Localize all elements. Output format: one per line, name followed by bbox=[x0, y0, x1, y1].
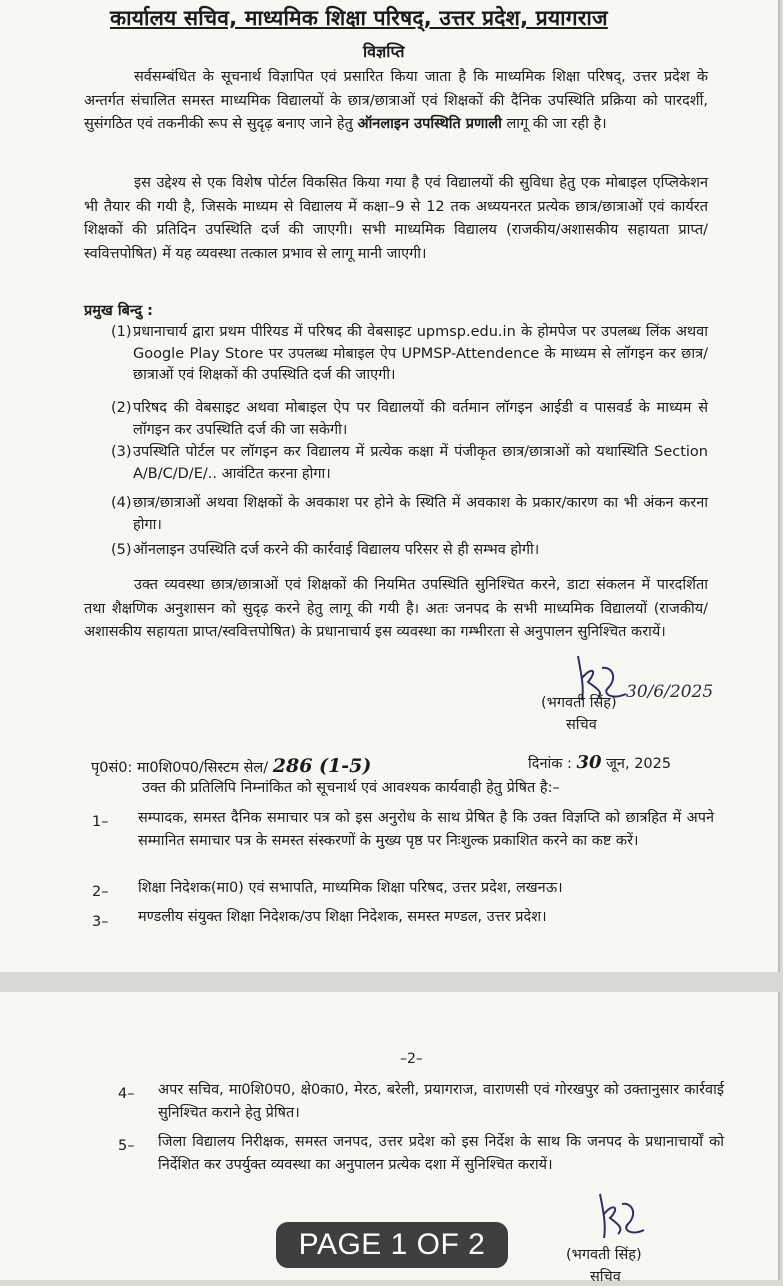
point-text: परिषद की वेबसाइट अथवा मोबाइल ऐप पर विद्यालयों की वर्तमान लॉगइन आईडी व पासवर्ड के माध्यम से लॉगइन कर उपस्थिति दर्ज की जा सकेगी। bbox=[133, 400, 708, 438]
date-month-year: जून, 2025 bbox=[606, 756, 672, 772]
cc-number: 5– bbox=[118, 1138, 135, 1154]
signatory-name-page2: (भगवती सिंह) bbox=[566, 1247, 642, 1263]
date-day: 30 bbox=[576, 752, 602, 773]
point-number: (5) bbox=[111, 542, 132, 558]
key-point bbox=[111, 540, 708, 562]
intro-paragraph bbox=[84, 66, 708, 137]
reference-line bbox=[91, 755, 371, 777]
handwritten-signature bbox=[592, 1188, 648, 1244]
reference-number: 286 (1-5) bbox=[272, 755, 372, 777]
point-number: (3) bbox=[111, 444, 132, 460]
reference-label: पृ0सं0: मा0शि0प0/सिस्टम सेल/ bbox=[91, 760, 269, 776]
key-points-heading: प्रमुख बिन्दु : bbox=[84, 303, 153, 319]
signatory-name: (भगवती सिंह) bbox=[541, 695, 617, 711]
cc-item: सम्पादक, समस्त दैनिक समाचार पत्र को इस अनुरोध के साथ प्रेषित है कि उक्त विज्ञप्ति को छात्रहित में अपने सम्मानित समाचार पत्र के समस्त संस्करणों के मुख्य पृष्ठ पर निःशुल्क प्रकाशित करने का कष्ट करें। bbox=[138, 810, 714, 849]
intro-highlight: ऑनलाइन उपस्थिति प्रणाली bbox=[357, 116, 502, 132]
cc-number: 2– bbox=[92, 884, 109, 900]
point-text: प्रधानाचार्य द्वारा प्रथम पीरियड में परिषद की वेबसाइट upmsp.edu.in के होमपेज पर उपलब्ध लिंक अथवा Google Play Store पर उपलब्ध मोबाइल ऐप UPMSP-Attendence के माध्यम से लॉगइन कर छात्र/छात्राओं एवं शिक्षकों की उपस्थिति दर्ज की जाएगी। bbox=[133, 324, 708, 383]
date-label: दिनांक : bbox=[528, 756, 572, 772]
notice-title: विज्ञप्ति bbox=[363, 42, 405, 61]
cc-item: मण्डलीय संयुक्त शिक्षा निदेशक/उप शिक्षा निदेशक, समस्त मण्डल, उत्तर प्रदेश। bbox=[138, 909, 547, 925]
cc-item: जिला विद्यालय निरीक्षक, समस्त जनपद, उत्तर प्रदेश को इस निर्देश के साथ कि जनपद के प्रधानाचार्यों को निर्देशित कर उपर्युक्त व्यवस्था का अनुपालन प्रत्येक दशा में सुनिश्चित करायें। bbox=[158, 1134, 724, 1173]
key-point bbox=[111, 398, 708, 441]
signature-date: 30/6/2025 bbox=[626, 682, 714, 702]
intro-text: सर्वसम्बंधित के सूचनार्थ विज्ञापित एवं प्रसारित किया जाता है कि माध्यमिक शिक्षा परिषद्, उत्तर प्रदेश के अन्तर्गत संचालित समस्त माध्यमिक विद्यालयों के छात्र/छात्राओं एवं शिक्षकों की दैनिक उपस्थिति प्रक्रिया को पारदर्शी, सुसंगठित एवं तकनीकी रूप से सुदृढ़ बनाए जाने हेतु bbox=[84, 69, 708, 132]
cc-number: 1– bbox=[92, 814, 109, 830]
point-text: छात्र/छात्राओं अथवा शिक्षकों के अवकाश पर होने के स्थिति में अवकाश के प्रकार/कारण का भी अंकन करना होगा। bbox=[133, 495, 708, 533]
point-text: उपस्थिति पोर्टल पर लॉगइन कर विद्यालय में प्रत्येक कक्षा में पंजीकृत छात्र/छात्राओं को यथास्थिति Section A/B/C/D/E/.. आवंटित करना होगा। bbox=[133, 444, 708, 482]
key-point bbox=[111, 322, 708, 387]
forwarding-line: उक्त की प्रतिलिपि निम्नांकित को सूचनार्थ एवं आवश्यक कार्यवाही हेतु प्रेषित है:– bbox=[142, 780, 560, 796]
date-line bbox=[528, 752, 671, 773]
cc-number: 3– bbox=[92, 914, 109, 930]
key-point bbox=[111, 442, 708, 485]
closing-paragraph bbox=[84, 574, 708, 645]
cc-item: शिक्षा निदेशक(मा0) एवं सभापति, माध्यमिक शिक्षा परिषद, उत्तर प्रदेश, लखनऊ। bbox=[138, 880, 563, 896]
closing-text: उक्त व्यवस्था छात्र/छात्राओं एवं शिक्षकों की नियमित उपस्थिति सुनिश्चित करने, डाटा संकलन में पारदर्शिता तथा शैक्षणिक अनुशासन को सुदृढ़ करने हेतु लागू की गयी है। अतः जनपद के सभी माध्यमिक विद्यालयों (राजकीय/अशासकीय सहायता प्राप्त/स्ववित्तपोषित) के प्रधानाचार्य इस व्यवस्था का गम्भीरता से अनुपालन सुनिश्चित करायें। bbox=[84, 577, 708, 640]
page-number: –2– bbox=[400, 1051, 423, 1067]
point-number: (4) bbox=[111, 495, 132, 511]
page-indicator-badge bbox=[276, 1222, 508, 1268]
cc-item: अपर सचिव, मा0शि0प0, क्षे0का0, मेरठ, बरेली, प्रयागराज, वाराणसी एवं गोरखपुर को उक्तानुसार कार्रवाई सुनिश्चित कराने हेतु प्रेषित। bbox=[158, 1082, 724, 1121]
signatory-title: सचिव bbox=[566, 717, 597, 733]
office-header: कार्यालय सचिव, माध्यमिक शिक्षा परिषद्, उत्तर प्रदेश, प्रयागराज bbox=[110, 6, 608, 30]
point-number: (1) bbox=[111, 324, 132, 340]
page-indicator-text: PAGE 1 OF 2 bbox=[298, 1228, 486, 1261]
purpose-paragraph bbox=[84, 172, 708, 266]
intro-end: लागू की जा रही है। bbox=[506, 116, 607, 132]
cc-number: 4– bbox=[118, 1086, 135, 1102]
point-number: (2) bbox=[111, 400, 132, 416]
signatory-title-page2: सचिव bbox=[590, 1269, 621, 1285]
key-point bbox=[111, 493, 708, 536]
purpose-text: इस उद्देश्य से एक विशेष पोर्टल विकसित किया गया है एवं विद्यालयों की सुविधा हेतु एक मोबाइल एप्लिकेशन भी तैयार की गयी है, जिसके माध्यम से विद्यालय में कक्षा–9 से 12 तक अध्ययनरत प्रत्येक छात्र/छात्राओं एवं कार्यरत शिक्षकों की प्रतिदिन उपस्थिति दर्ज की जाएगी। सभी माध्यमिक विद्यालय (राजकीय/अशासकीय सहायता प्राप्त/स्ववित्तपोषित) में यह व्यवस्था तत्काल प्रभाव से लागू मानी जाएगी। bbox=[84, 175, 708, 262]
point-text: ऑनलाइन उपस्थिति दर्ज करने की कार्रवाई विद्यालय परिसर से ही सम्भव होगी। bbox=[133, 542, 540, 558]
